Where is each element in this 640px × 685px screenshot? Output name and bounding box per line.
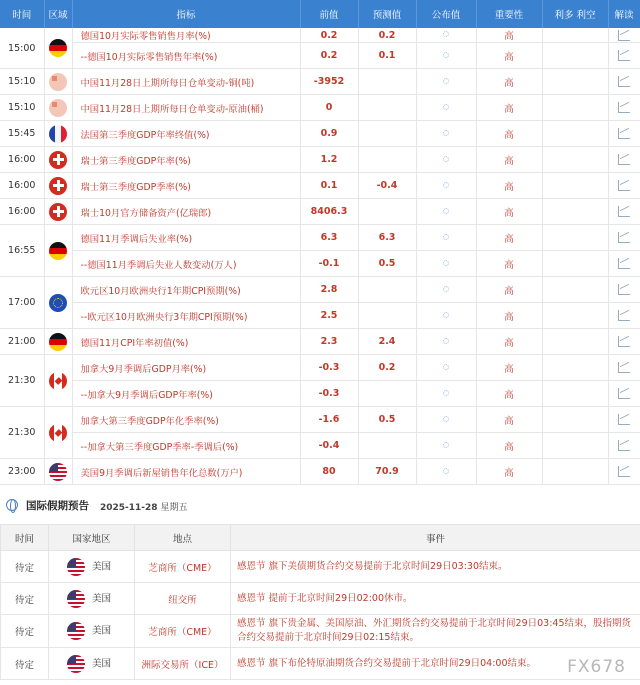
row-actual — [416, 459, 476, 485]
row-indicator[interactable]: 加拿大第三季度GDP年化季率(%) — [72, 407, 300, 433]
row-importance: 高 — [476, 199, 542, 225]
row-time: 23:00 — [0, 459, 44, 485]
row-actual — [416, 69, 476, 95]
row-bull-bear — [542, 43, 608, 69]
row-analysis[interactable] — [608, 381, 640, 407]
row-analysis[interactable] — [608, 28, 640, 43]
calendar-row — [0, 251, 640, 277]
row-bull-bear — [542, 251, 608, 277]
loading-icon — [443, 416, 449, 422]
row-region — [44, 95, 72, 121]
row-forecast — [358, 433, 416, 459]
row-importance: 高 — [476, 355, 542, 381]
calendar-row — [0, 225, 640, 251]
chart-icon[interactable] — [618, 232, 630, 243]
holiday-location: 洲际交易所（ICE） — [135, 648, 231, 680]
loading-icon — [443, 104, 449, 110]
usa-flag-icon — [67, 558, 85, 576]
calendar-row — [0, 355, 640, 381]
col-bull-bear: 利多 利空 — [542, 0, 608, 28]
row-previous: 2.3 — [300, 329, 358, 355]
holiday-country-name: 美国 — [92, 561, 112, 572]
chart-icon[interactable] — [618, 284, 630, 295]
loading-icon — [443, 234, 449, 240]
row-indicator[interactable]: 德国11月季调后失业率(%) — [72, 225, 300, 251]
row-forecast — [358, 303, 416, 329]
row-previous: 0 — [300, 95, 358, 121]
calendar-row — [0, 69, 640, 95]
calendar-row — [0, 199, 640, 225]
row-previous: -0.3 — [300, 355, 358, 381]
row-analysis[interactable] — [608, 277, 640, 303]
col-region: 区域 — [44, 0, 72, 28]
row-bull-bear — [542, 199, 608, 225]
row-indicator[interactable]: --德国10月实际零售销售年率(%) — [72, 43, 300, 69]
holiday-section-header — [0, 495, 640, 517]
row-actual — [416, 147, 476, 173]
loading-icon — [443, 338, 449, 344]
row-forecast: 6.3 — [358, 225, 416, 251]
row-forecast: -0.4 — [358, 173, 416, 199]
row-analysis[interactable] — [608, 43, 640, 69]
calendar-row — [0, 147, 640, 173]
canada-flag-icon — [49, 372, 67, 390]
calendar-row — [0, 459, 640, 485]
row-bull-bear — [542, 355, 608, 381]
row-importance: 高 — [476, 329, 542, 355]
holiday-date: 2025-11-28 星期五 — [100, 503, 188, 513]
loading-icon — [443, 390, 449, 396]
holiday-title: 国际假期预告 — [26, 500, 89, 512]
row-forecast: 0.2 — [358, 355, 416, 381]
row-analysis[interactable] — [608, 303, 640, 329]
row-bull-bear — [542, 69, 608, 95]
row-analysis[interactable] — [608, 173, 640, 199]
row-indicator[interactable]: 中国11月28日上期所每日仓单变动-铜(吨) — [72, 69, 300, 95]
chart-icon[interactable] — [618, 258, 630, 269]
row-importance: 高 — [476, 173, 542, 199]
holiday-event: 感恩节 旗下美债期货合约交易提前于北京时间29日03:30结束。 — [231, 551, 640, 583]
row-indicator[interactable]: 德国11月CPI年率初值(%) — [72, 329, 300, 355]
holiday-location: 芝商所（CME） — [135, 551, 231, 583]
calendar-header-row — [0, 0, 640, 28]
row-forecast: 70.9 — [358, 459, 416, 485]
row-time: 21:00 — [0, 329, 44, 355]
row-bull-bear — [542, 28, 608, 43]
switzerland-flag-icon — [49, 203, 67, 221]
calendar-row — [0, 381, 640, 407]
row-indicator[interactable]: 加拿大9月季调后GDP月率(%) — [72, 355, 300, 381]
col-indicator: 指标 — [72, 0, 300, 28]
chart-icon[interactable] — [618, 180, 630, 191]
row-previous: 2.8 — [300, 277, 358, 303]
chart-icon[interactable] — [618, 30, 630, 41]
holiday-time: 待定 — [1, 648, 49, 680]
row-actual — [416, 433, 476, 459]
col-importance: 重要性 — [476, 0, 542, 28]
row-analysis[interactable] — [608, 121, 640, 147]
row-previous: -0.3 — [300, 381, 358, 407]
row-importance: 高 — [476, 277, 542, 303]
row-bull-bear — [542, 303, 608, 329]
loading-icon — [443, 442, 449, 448]
calendar-row — [0, 329, 640, 355]
calendar-row — [0, 28, 640, 43]
row-importance: 高 — [476, 381, 542, 407]
row-bull-bear — [542, 173, 608, 199]
chart-icon[interactable] — [618, 336, 630, 347]
row-indicator[interactable]: --德国11月季调后失业人数变动(万人) — [72, 251, 300, 277]
row-importance: 高 — [476, 433, 542, 459]
row-importance: 高 — [476, 69, 542, 95]
row-actual — [416, 121, 476, 147]
holiday-time: 待定 — [1, 615, 49, 648]
row-actual — [416, 303, 476, 329]
calendar-row — [0, 407, 640, 433]
holiday-header-row — [1, 525, 640, 551]
row-importance: 高 — [476, 459, 542, 485]
loading-icon — [443, 468, 449, 474]
row-region — [44, 121, 72, 147]
row-forecast — [358, 69, 416, 95]
hol-col-event: 事件 — [231, 525, 640, 551]
row-actual — [416, 95, 476, 121]
row-indicator[interactable]: 瑞士10月官方储备资产(亿瑞郎) — [72, 199, 300, 225]
usa-flag-icon — [67, 590, 85, 608]
row-analysis[interactable] — [608, 459, 640, 485]
globe-icon — [6, 499, 18, 511]
row-previous: 80 — [300, 459, 358, 485]
row-indicator[interactable]: 美国9月季调后新屋销售年化总数(万户) — [72, 459, 300, 485]
row-bull-bear — [542, 459, 608, 485]
row-indicator[interactable]: --加拿大第三季度GDP季率-季调后(%) — [72, 433, 300, 459]
calendar-row — [0, 121, 640, 147]
row-bull-bear — [542, 95, 608, 121]
row-analysis[interactable] — [608, 69, 640, 95]
holiday-row — [1, 583, 640, 615]
usa-flag-icon — [67, 655, 85, 673]
row-analysis[interactable] — [608, 225, 640, 251]
loading-icon — [443, 156, 449, 162]
holiday-country — [49, 583, 135, 615]
chart-icon[interactable] — [618, 206, 630, 217]
loading-icon — [443, 52, 449, 58]
chart-icon[interactable] — [618, 50, 630, 61]
row-analysis[interactable] — [608, 329, 640, 355]
row-time: 15:00 — [0, 28, 44, 69]
row-previous: 1.2 — [300, 147, 358, 173]
loading-icon — [443, 208, 449, 214]
watermark: FX678 — [567, 657, 626, 677]
loading-icon — [443, 260, 449, 266]
loading-icon — [443, 364, 449, 370]
row-previous: 0.9 — [300, 121, 358, 147]
row-actual — [416, 251, 476, 277]
calendar-row — [0, 433, 640, 459]
calendar-row — [0, 43, 640, 69]
chart-icon[interactable] — [618, 310, 630, 321]
row-bull-bear — [542, 225, 608, 251]
holiday-row — [1, 615, 640, 648]
col-actual: 公布值 — [416, 0, 476, 28]
col-time: 时间 — [0, 0, 44, 28]
row-forecast — [358, 277, 416, 303]
col-forecast: 预测值 — [358, 0, 416, 28]
china-flag-icon — [49, 99, 67, 117]
row-time: 15:10 — [0, 95, 44, 121]
row-actual — [416, 43, 476, 69]
switzerland-flag-icon — [49, 151, 67, 169]
row-forecast — [358, 147, 416, 173]
holiday-time: 待定 — [1, 551, 49, 583]
germany-flag-icon — [49, 39, 67, 57]
row-indicator[interactable]: 法国第三季度GDP年率终值(%) — [72, 121, 300, 147]
row-indicator[interactable]: --加拿大9月季调后GDP年率(%) — [72, 381, 300, 407]
row-importance: 高 — [476, 407, 542, 433]
chart-icon[interactable] — [618, 76, 630, 87]
row-previous: -0.4 — [300, 433, 358, 459]
chart-icon[interactable] — [618, 388, 630, 399]
chart-icon[interactable] — [618, 466, 630, 477]
loading-icon — [443, 78, 449, 84]
row-time: 21:30 — [0, 355, 44, 407]
row-forecast: 0.1 — [358, 43, 416, 69]
hol-col-time: 时间 — [1, 525, 49, 551]
row-analysis[interactable] — [608, 355, 640, 381]
row-bull-bear — [542, 381, 608, 407]
row-previous: -3952 — [300, 69, 358, 95]
row-importance: 高 — [476, 251, 542, 277]
row-analysis[interactable] — [608, 433, 640, 459]
row-actual — [416, 199, 476, 225]
col-analysis: 解读 — [608, 0, 640, 28]
row-importance: 高 — [476, 225, 542, 251]
row-indicator[interactable]: 欧元区10月欧洲央行1年期CPI预期(%) — [72, 277, 300, 303]
china-flag-icon — [49, 73, 67, 91]
calendar-row — [0, 95, 640, 121]
row-time: 15:45 — [0, 121, 44, 147]
loading-icon — [443, 286, 449, 292]
row-region — [44, 329, 72, 355]
row-actual — [416, 329, 476, 355]
row-forecast — [358, 381, 416, 407]
holiday-row — [1, 648, 640, 680]
row-forecast — [358, 199, 416, 225]
holiday-time: 待定 — [1, 583, 49, 615]
holiday-event: 感恩节 提前于北京时间29日02:00休市。 — [231, 583, 640, 615]
row-time: 16:00 — [0, 147, 44, 173]
chart-icon[interactable] — [618, 362, 630, 373]
row-analysis[interactable] — [608, 199, 640, 225]
row-previous: 0.1 — [300, 173, 358, 199]
loading-icon — [443, 182, 449, 188]
usa-flag-icon — [67, 622, 85, 640]
chart-icon[interactable] — [618, 440, 630, 451]
row-bull-bear — [542, 329, 608, 355]
holiday-location: 纽交所 — [135, 583, 231, 615]
holiday-body — [1, 551, 640, 680]
hol-col-location: 地点 — [135, 525, 231, 551]
chart-icon[interactable] — [618, 414, 630, 425]
row-time: 17:00 — [0, 277, 44, 329]
row-previous: 0.2 — [300, 28, 358, 43]
row-region — [44, 147, 72, 173]
row-importance: 高 — [476, 121, 542, 147]
holiday-table — [0, 524, 640, 680]
holiday-country — [49, 615, 135, 648]
row-indicator[interactable]: 瑞士第三季度GDP季率(%) — [72, 173, 300, 199]
row-actual — [416, 355, 476, 381]
row-actual — [416, 381, 476, 407]
row-actual — [416, 28, 476, 43]
row-bull-bear — [542, 277, 608, 303]
row-bull-bear — [542, 407, 608, 433]
row-forecast — [358, 95, 416, 121]
row-time: 15:10 — [0, 69, 44, 95]
col-previous: 前值 — [300, 0, 358, 28]
loading-icon — [443, 312, 449, 318]
row-analysis[interactable] — [608, 147, 640, 173]
row-forecast: 2.4 — [358, 329, 416, 355]
holiday-row — [1, 551, 640, 583]
row-time: 21:30 — [0, 407, 44, 459]
row-region — [44, 355, 72, 407]
row-region — [44, 173, 72, 199]
row-region — [44, 225, 72, 277]
row-previous: 8406.3 — [300, 199, 358, 225]
row-actual — [416, 225, 476, 251]
row-indicator[interactable]: --欧元区10月欧洲央行3年期CPI预期(%) — [72, 303, 300, 329]
row-analysis[interactable] — [608, 95, 640, 121]
row-forecast — [358, 121, 416, 147]
row-importance: 高 — [476, 28, 542, 43]
loading-icon — [443, 130, 449, 136]
hol-col-country: 国家地区 — [49, 525, 135, 551]
row-indicator[interactable]: 瑞士第三季度GDP年率(%) — [72, 147, 300, 173]
holiday-event: 感恩节 旗下布伦特原油期货合约交易提前于北京时间29日04:00结束。 — [231, 648, 640, 680]
row-previous: -1.6 — [300, 407, 358, 433]
row-forecast: 0.2 — [358, 28, 416, 43]
holiday-location: 芝商所（CME） — [135, 615, 231, 648]
france-flag-icon — [49, 125, 67, 143]
row-analysis[interactable] — [608, 407, 640, 433]
germany-flag-icon — [49, 242, 67, 260]
holiday-event: 感恩节 旗下贵金属、美国原油、外汇期货合约交易提前于北京时间29日03:45结束，股指期货合约交易提前于北京时间29日02:15结束。 — [231, 615, 640, 648]
row-time: 16:55 — [0, 225, 44, 277]
holiday-country — [49, 648, 135, 680]
usa-flag-icon — [49, 463, 67, 481]
chart-icon[interactable] — [618, 102, 630, 113]
row-region — [44, 28, 72, 69]
holiday-country-name: 美国 — [92, 593, 112, 604]
holiday-country-name: 美国 — [92, 625, 112, 637]
switzerland-flag-icon — [49, 177, 67, 195]
row-previous: -0.1 — [300, 251, 358, 277]
row-region — [44, 459, 72, 485]
row-time: 16:00 — [0, 199, 44, 225]
holiday-country-name: 美国 — [92, 658, 112, 669]
germany-flag-icon — [49, 333, 67, 351]
canada-flag-icon — [49, 424, 67, 442]
row-importance: 高 — [476, 303, 542, 329]
row-time: 16:00 — [0, 173, 44, 199]
holiday-country — [49, 551, 135, 583]
row-region — [44, 407, 72, 459]
row-bull-bear — [542, 147, 608, 173]
row-actual — [416, 277, 476, 303]
row-importance: 高 — [476, 43, 542, 69]
row-forecast: 0.5 — [358, 251, 416, 277]
row-analysis[interactable] — [608, 251, 640, 277]
row-forecast: 0.5 — [358, 407, 416, 433]
chart-icon[interactable] — [618, 128, 630, 139]
loading-icon — [443, 31, 449, 37]
calendar-row — [0, 303, 640, 329]
row-importance: 高 — [476, 95, 542, 121]
row-indicator[interactable]: 德国10月实际零售销售月率(%) — [72, 28, 300, 43]
row-previous: 2.5 — [300, 303, 358, 329]
calendar-body — [0, 28, 640, 485]
row-previous: 0.2 — [300, 43, 358, 69]
row-region — [44, 199, 72, 225]
calendar-row — [0, 277, 640, 303]
row-actual — [416, 173, 476, 199]
calendar-row — [0, 173, 640, 199]
row-importance: 高 — [476, 147, 542, 173]
row-previous: 6.3 — [300, 225, 358, 251]
row-bull-bear — [542, 433, 608, 459]
row-indicator[interactable]: 中国11月28日上期所每日仓单变动-原油(桶) — [72, 95, 300, 121]
chart-icon[interactable] — [618, 154, 630, 165]
row-region — [44, 69, 72, 95]
row-region — [44, 277, 72, 329]
eurozone-flag-icon — [49, 294, 67, 312]
row-actual — [416, 407, 476, 433]
row-bull-bear — [542, 121, 608, 147]
